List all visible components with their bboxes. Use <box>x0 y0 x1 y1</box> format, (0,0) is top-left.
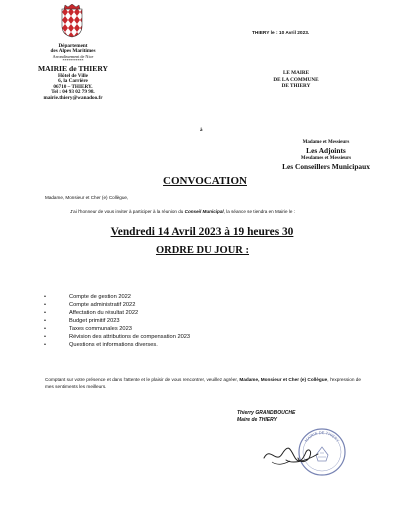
closing-text: Comptant sur votre présence et dans l'attente et le plaisir de vous rencontrer, veuillez agréer, <box>45 377 240 382</box>
agenda-item-label: Taxes communales 2023 <box>69 326 132 333</box>
bullet-icon: • <box>44 342 46 349</box>
agenda-item <box>44 301 190 309</box>
signature-icon <box>260 442 322 468</box>
intro-text: , la séance se tiendra en Mairie le : <box>223 209 295 214</box>
seal-text: MAIRIE DE THIERY <box>303 429 341 444</box>
agenda-item <box>44 317 190 325</box>
signatory-block <box>237 410 295 425</box>
mairie-title: MAIRIE de THIERY <box>37 63 109 73</box>
bullet-icon: • <box>44 302 46 309</box>
email-link[interactable]: mairie.thiery@wanadoo.fr <box>43 94 103 101</box>
recipient-line: Madame et Messieurs <box>302 140 350 145</box>
closing-paragraph <box>45 376 361 391</box>
agenda-item-label: Affectation du résultat 2022 <box>69 310 139 317</box>
arrondissement-line: Arrondissement de Nice <box>52 53 94 59</box>
recipient-line: Mesdames et Messieurs <box>300 155 352 161</box>
intro-emphasis: Conseil Municipal <box>184 209 224 214</box>
intro-text: J'ai l'honneur de vous inviter à participer à la réunion du <box>70 209 185 214</box>
agenda-item-label: Compte administratif 2022 <box>69 302 136 309</box>
agenda-item <box>44 333 190 341</box>
separator-line: ********** <box>62 58 84 64</box>
bullet-icon: • <box>44 294 46 300</box>
agenda-item-label: Révision des attributions de compensation 2023 <box>69 334 191 341</box>
document-heading: CONVOCATION <box>163 175 247 187</box>
bullet-icon: • <box>44 326 46 333</box>
address-line: Hôtel de Ville <box>58 72 88 79</box>
date-line: THIERY le : 10 Avril 2023. <box>252 31 310 36</box>
department-line: Département <box>58 43 88 49</box>
department-line: des Alpes Maritimes <box>50 48 96 55</box>
agenda-item <box>44 309 190 317</box>
agenda-item <box>44 341 190 349</box>
agenda-item <box>44 293 190 301</box>
letterhead <box>28 44 118 101</box>
agenda-list <box>44 293 190 349</box>
sender-line: DE THIERY <box>281 83 311 89</box>
closing-emphasis: Madame, Monsieur et Cher (e) Collègue <box>239 377 328 382</box>
intro-paragraph <box>70 209 295 214</box>
coat-of-arms-icon <box>59 4 85 38</box>
to-label: à <box>200 128 203 133</box>
agenda-item-label: Questions et informations diverses. <box>69 342 158 349</box>
bullet-icon: • <box>44 318 46 325</box>
address-line: 06710 – THIERY. <box>53 83 93 90</box>
bullet-icon: • <box>44 310 46 317</box>
recipient-block <box>256 140 396 171</box>
agenda-item-label: Compte de gestion 2022 <box>69 294 131 300</box>
signatory-name: Thierry GRANDBOUCHE <box>237 410 296 416</box>
agenda-item <box>44 325 190 333</box>
address-line: 6, la Carrière <box>58 78 88 85</box>
sender-line: LE MAIRE <box>282 70 310 76</box>
bullet-icon: • <box>44 334 46 341</box>
sender-line: DE LA COMMUNE <box>273 76 319 83</box>
phone-line: Tel : 04 93 02 79 98. <box>51 89 95 96</box>
agenda-item-label: Budget primitif 2023 <box>69 318 120 325</box>
signatory-title: Maire de THIERY <box>237 417 277 424</box>
agenda-heading: ORDRE DU JOUR : <box>155 245 250 256</box>
salutation: Madame, Monsieur et Cher (e) Collègue, <box>45 195 129 200</box>
meeting-date: Vendredi 14 Avril 2023 à 19 heures 30 <box>110 226 294 238</box>
sender-block <box>254 70 338 90</box>
recipient-line: Les Adjoints <box>306 146 346 156</box>
recipient-line: Les Conseillers Municipaux <box>282 161 370 171</box>
closing-text: , l'expression de mes sentiments les meilleurs. <box>45 377 362 390</box>
